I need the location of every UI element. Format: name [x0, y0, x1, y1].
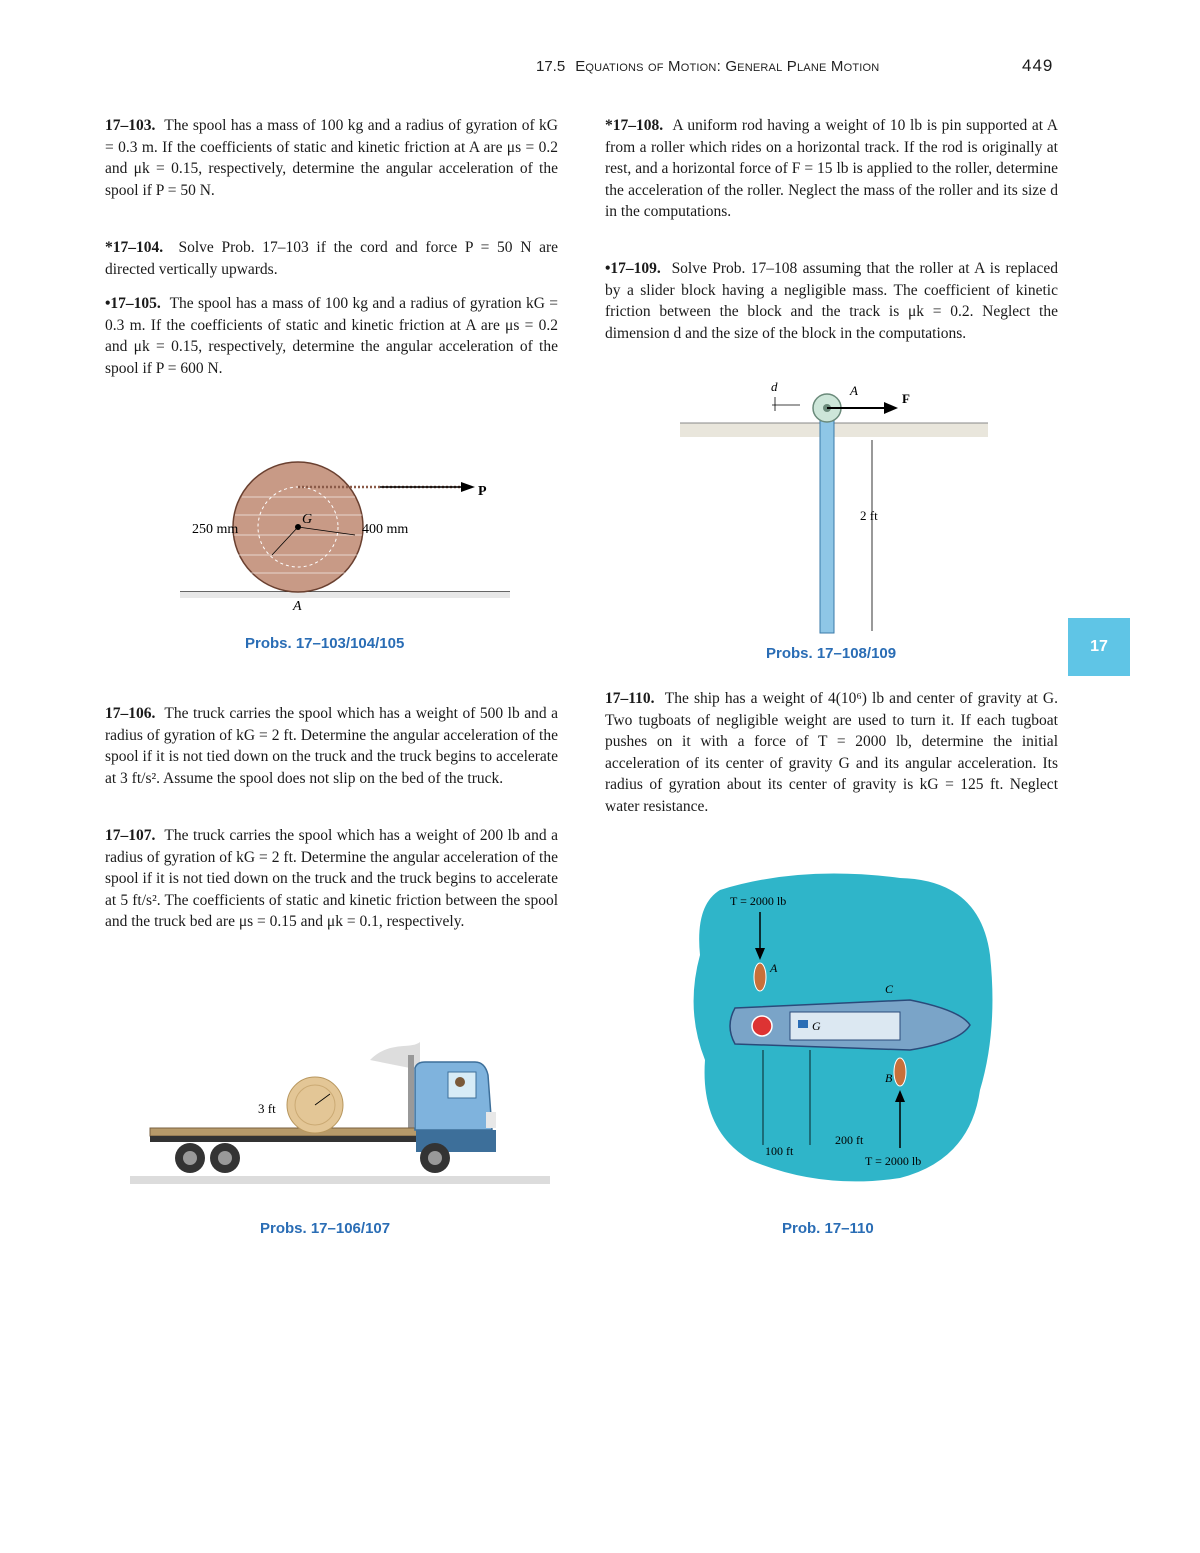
dimension-label-100ft: 100 ft — [765, 1144, 794, 1158]
rod-figure — [680, 375, 990, 640]
problem-text: The spool has a mass of 100 kg and a radius of gyration kG = 0.3 m. If the coefficients of static and kinetic friction at A are μs = 0.2 and μk = 0.15, respectively, determine the angular acceleration of the spool if P = 600 N. — [105, 295, 559, 377]
spool-figure — [180, 455, 510, 620]
problem-number: 17–106. — [105, 705, 156, 722]
pin-label-A: A — [850, 383, 858, 398]
dimension-label-200ft: 200 ft — [835, 1133, 864, 1147]
problem-17-109 — [605, 258, 1058, 344]
inner-radius-label: 250 mm — [192, 522, 239, 537]
contact-label-A: A — [293, 599, 302, 614]
ship-figure — [680, 860, 1000, 1190]
problem-text: The truck carries the spool which has a weight of 500 lb and a radius of gyration of kG = 2 ft. Determine the angular acceleration of the spool if it is not tied down on the truck and the truck begins to accelerate at 3 ft/s². Assume the spool does not slip on the bed of the truck. — [105, 705, 559, 787]
problem-text: Solve Prob. 17–103 if the cord and force P = 50 N are directed vertically upwards. — [105, 239, 558, 278]
problem-17-105 — [105, 293, 558, 379]
force-label-P: P — [478, 484, 487, 499]
problem-text: The ship has a weight of 4(10⁶) lb and center of gravity at G. Two tugboats of negligible weight are used to turn it. If each tugboat pushes on it with a force of T = 2000 lb, determine the initial acceleration of its center of gravity G and its angular acceleration. Its radius of gyration about its center of gravity is kG = 125 ft. Neglect water resistance. — [605, 690, 1059, 815]
tug-label-B: B — [885, 1071, 893, 1085]
running-header — [536, 58, 879, 75]
center-label-G: G — [812, 1019, 821, 1033]
tug-label-A: A — [770, 961, 778, 975]
figure-caption: Probs. 17–103/104/105 — [245, 635, 405, 652]
problem-17-103 — [105, 115, 558, 201]
page-number: 449 — [1022, 56, 1054, 75]
problem-number: 17–107. — [105, 827, 156, 844]
problem-number: 17–103. — [105, 117, 156, 134]
section-number: 17.5 — [536, 58, 566, 75]
dimension-label-d: d — [771, 379, 778, 394]
force-label-T-bottom: T = 2000 lb — [865, 1154, 922, 1168]
force-label-F: F — [902, 391, 910, 406]
chapter-tab: 17 — [1068, 618, 1130, 676]
blank-area — [0, 1305, 1200, 1553]
problem-text: A uniform rod having a weight of 10 lb is pin supported at A from a roller which rides on a horizontal track. If the rod is originally at rest, and a horizontal force of F = 15 lb is applied to the roller, determine the acceleration of the roller. Neglect the mass of the roller and its size d in the computations. — [605, 117, 1058, 221]
figure-caption: Probs. 17–106/107 — [260, 1220, 391, 1237]
problem-number: •17–105. — [105, 295, 161, 312]
length-label: 2 ft — [860, 508, 878, 523]
center-label-G: G — [302, 512, 313, 527]
problem-number: *17–104. — [105, 239, 164, 256]
figure-caption: Prob. 17–110 — [782, 1220, 874, 1237]
outer-radius-label: 400 mm — [362, 522, 409, 537]
section-title: Equations of Motion: General Plane Motion — [575, 58, 880, 75]
problem-17-104 — [105, 237, 558, 280]
problem-number: 17–110. — [605, 690, 655, 707]
force-label-T-top: T = 2000 lb — [730, 894, 787, 908]
problem-number: •17–109. — [605, 260, 661, 277]
problem-text: Solve Prob. 17–108 assuming that the roller at A is replaced by a slider block having a negligible mass. The coefficient of kinetic friction between the block and the track is μk = 0.2. Neglect the dimension d and the size of the block in the computations. — [605, 260, 1059, 342]
truck-figure — [130, 1030, 550, 1190]
problem-17-108 — [605, 115, 1058, 223]
problem-17-106 — [105, 703, 558, 789]
point-label-C: C — [885, 982, 894, 996]
problem-text: The truck carries the spool which has a weight of 200 lb and a radius of gyration of kG = 2 ft. Determine the angular acceleration of the spool if it is not tied down on the truck and the truck begins to accelerate at 5 ft/s². The coefficients of static and kinetic friction between the spool and the truck bed are μs = 0.15 and μk = 0.1, respectively. — [105, 827, 559, 931]
radius-label-3ft: 3 ft — [258, 1101, 276, 1116]
problem-17-107 — [105, 825, 558, 933]
problem-17-110 — [605, 688, 1058, 818]
figure-caption: Probs. 17–108/109 — [766, 645, 897, 662]
problem-text: The spool has a mass of 100 kg and a radius of gyration of kG = 0.3 m. If the coefficients of static and kinetic friction at A are μs = 0.2 and μk = 0.15, respectively, determine the angular acceleration of the spool if P = 50 N. — [105, 117, 559, 199]
problem-number: *17–108. — [605, 117, 664, 134]
